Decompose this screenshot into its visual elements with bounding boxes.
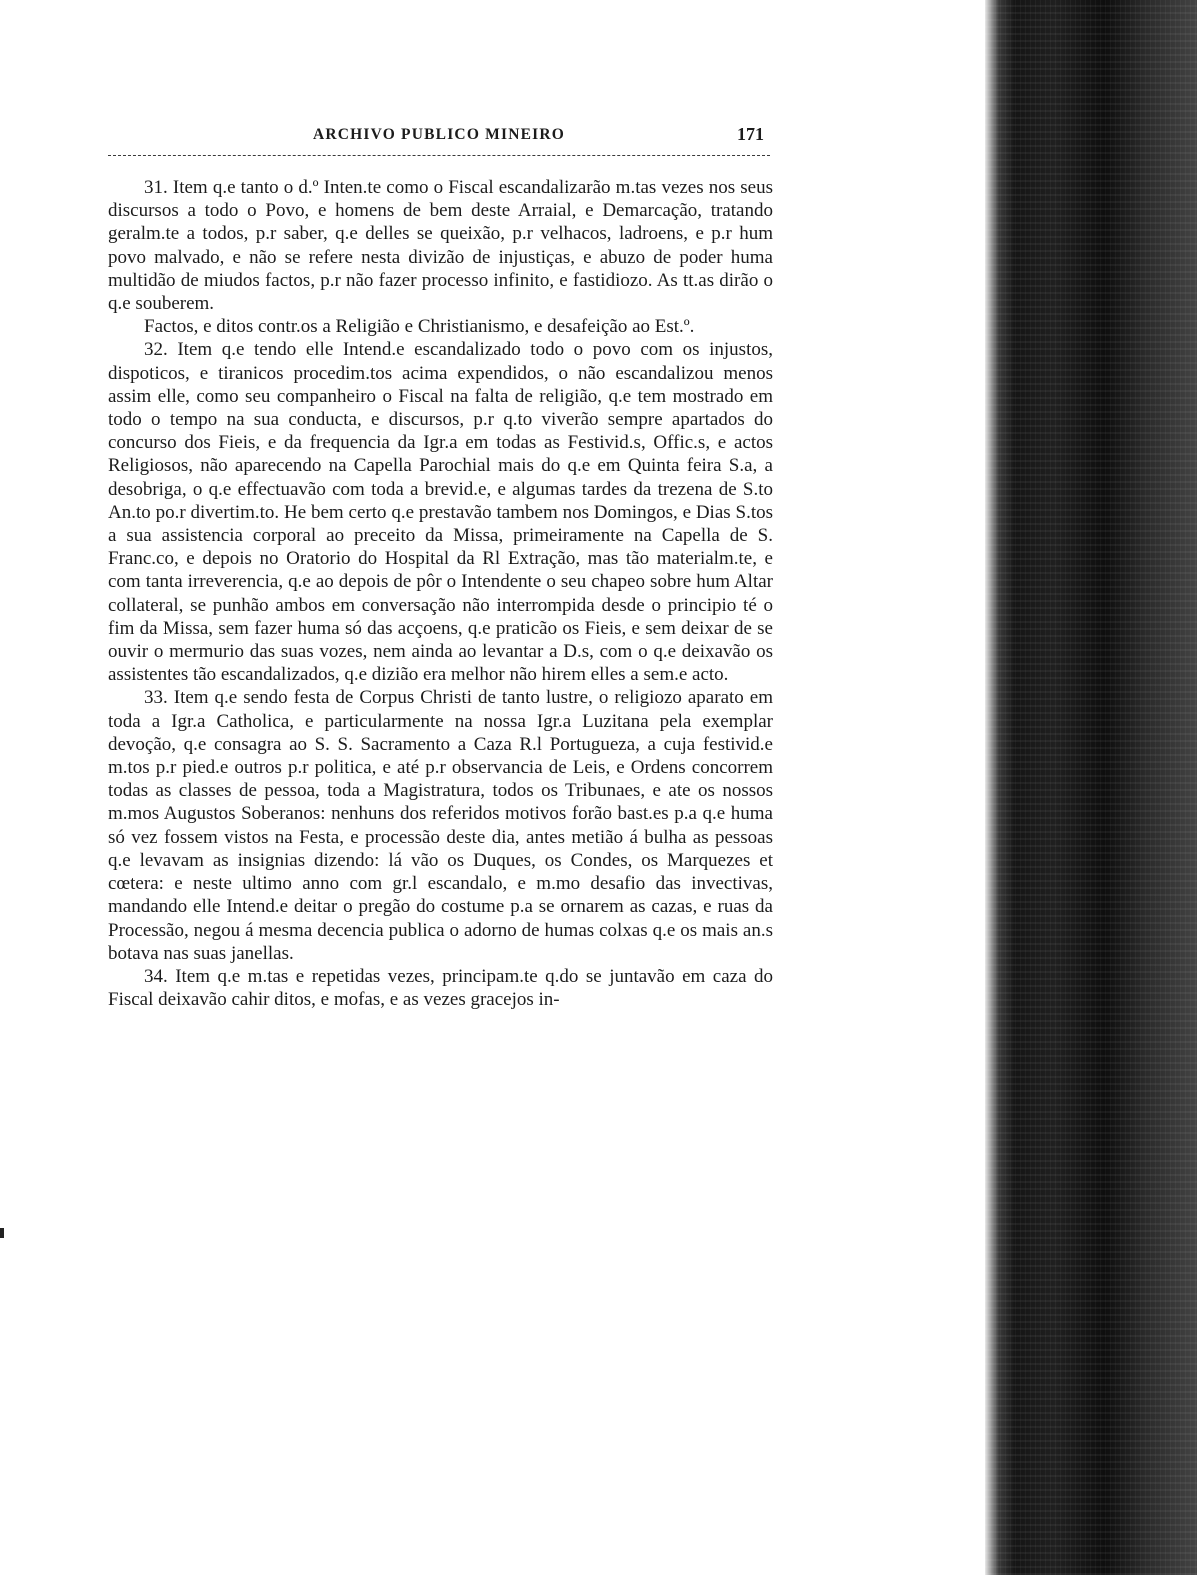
- page-header: [108, 124, 770, 158]
- page-number: 171: [737, 124, 764, 144]
- paragraph-32: 32. Item q.e tendo elle Intend.e escandalizado todo o povo com os injustos, dispoticos, e tiranicos procedim.tos acima expendidos, o não escandalizou menos assim elle, como seu companheiro o Fiscal na falta de religião, q.e tem mostrado em todo o tempo na sua conducta, e discursos, p.r q.to viverão sempre apartados do concurso dos Fieis, e da frequencia da Igr.a em todas as Festivid.s, Offic.s, e actos Religiosos, não aparecendo na Capella Parochial mais do q.e em Quinta feira S.a, a desobriga, o q.e effectuavão com toda a brevid.e, e algumas tardes da trezena de S.to An.to po.r divertim.to. He bem certo q.e prestavão tambem nos Domingos, e Dias S.tos a sua assistencia corporal ao preceito da Missa, primeiramente na Capella de S. Franc.co, e depois no Oratorio do Hospital da Rl Extração, mas tão materialm.te, e com tanta irreverencia, q.e ao depois de pôr o Intendente o seu chapeo sobre hum Altar collateral, se punhão ambos em conversação não interrompida desde o principio té o fim da Missa, sem fazer huma só das acçoens, q.e praticão os Fieis, e sem deixar de se ouvir o mermurio das suas vozes, nem ainda ao levantar a D.s, com o q.e deixavão os assistentes tão escandalizados, q.e dizião era melhor não hirem elles a sem.e acto.: [108, 339, 773, 686]
- header-rule: [108, 155, 770, 156]
- paragraph-34: 34. Item q.e m.tas e repetidas vezes, principam.te q.do se juntavão em caza do Fiscal deixavão cahir ditos, e mofas, e as vezes gracejos in-: [108, 965, 773, 1011]
- paragraph-31: 31. Item q.e tanto o d.º Inten.te como o Fiscal escandalizarão m.tas vezes nos seus discursos a todo o Povo, e homens de bem deste Arraial, e Demarcação, tratando geralm.te a todos, p.r saber, q.e delles se queixão, p.r velhacos, ladroens, e p.r hum povo malvado, e não se refere nesta divizão de injustiças, e abuzo de poder huma multidão de miudos factos, p.r não fazer processo infinito, e fastidiozo. As tt.as dirão o q.e souberem.: [108, 177, 773, 315]
- running-title: ARCHIVO PUBLICO MINEIRO: [312, 126, 566, 143]
- book-gutter-shadow: [985, 0, 1197, 1575]
- paragraph-33: 33. Item q.e sendo festa de Corpus Christi de tanto lustre, o religiozo aparato em toda a Igr.a Catholica, e particularmente na nossa Igr.a Luzitana pela exemplar devoção, q.e consagra ao S. S. Sacramento a Caza R.l Portugueza, a cuja festivid.e m.tos p.r pied.e outros p.r politica, e até p.r observancia de Leis, e Ordens concorrem todas as classes de pessoa, toda a Magistratura, todos os Tribunaes, e ate os nossos m.mos Augustos Soberanos: nenhuns dos referidos motivos forão bast.es p.a q.e huma só vez fossem vistos na Festa, e processão deste dia, antes metião á bulha as pessoas q.e levavam as insignias dizendo: lá vão os Duques, os Condes, os Marquezes et cœtera: e neste ultimo anno com gr.l escandalo, e m.mo desafio das invectivas, mandando elle Intend.e deitar o pregão do costume p.a se ornarem as cazas, e ruas da Processão, negou á mesma decencia publica o adorno de humas colxas q.e os mais an.s botava nas suas janellas.: [108, 687, 773, 964]
- margin-mark: [0, 1228, 4, 1238]
- paragraph-factos: Factos, e ditos contr.os a Religião e Christianismo, e desafeição ao Est.º.: [144, 316, 695, 338]
- body-text: [108, 176, 773, 1011]
